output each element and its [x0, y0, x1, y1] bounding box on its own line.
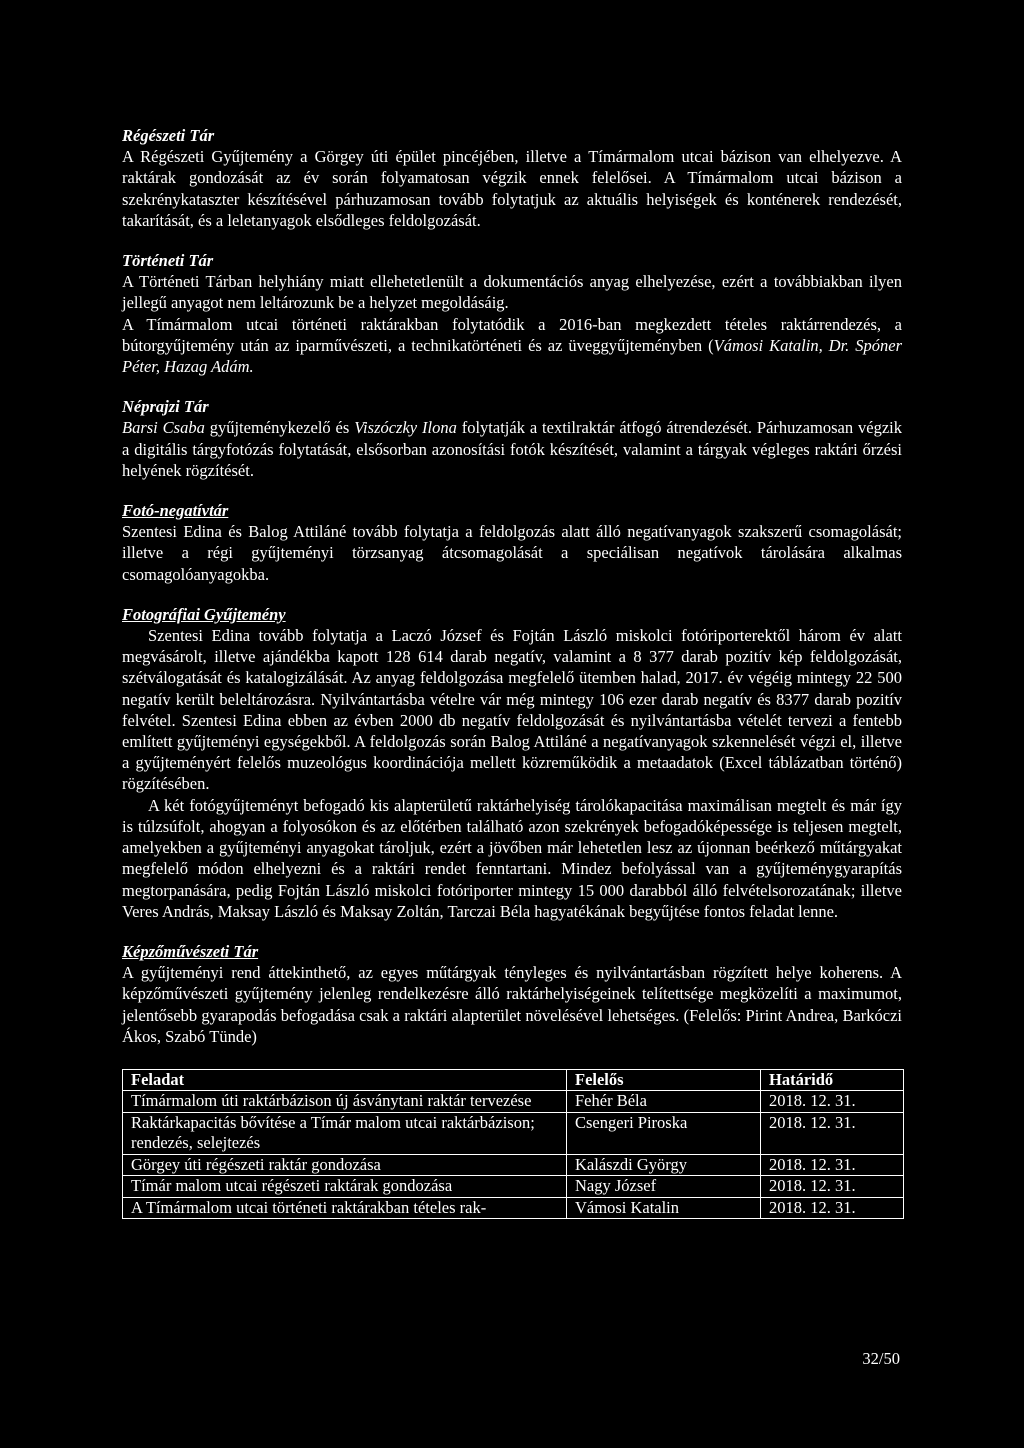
section-neprajzi [122, 396, 902, 481]
column-header: Feladat [123, 1069, 567, 1091]
table-cell: Tímár malom utcai régészeti raktárak gondozása [123, 1176, 567, 1198]
section-torteneti [122, 250, 902, 377]
table-row [123, 1112, 904, 1154]
text-run: A Tímármalom utcai történeti raktárakban folytatódik a 2016-ban megkezdett tételes raktárrendezés, a bútorgyűjtemény után az iparművészeti, a technikatörténeti és az üveggyűjteményben ( [122, 314, 902, 355]
table-cell: 2018. 12. 31. [761, 1197, 904, 1219]
table-cell: 2018. 12. 31. [761, 1091, 904, 1113]
table-row [123, 1154, 904, 1176]
person-name: Barsi Csaba [122, 418, 205, 438]
table-cell: Kalászdi György [567, 1154, 761, 1176]
section-heading: Régészeti Tár [122, 126, 215, 145]
table-cell: Nagy József [567, 1176, 761, 1198]
column-header: Határidő [761, 1069, 904, 1091]
table-cell: Tímármalom úti raktárbázison új ásványtani raktár tervezése [123, 1091, 567, 1113]
table-cell: 2018. 12. 31. [761, 1176, 904, 1198]
section-heading: Néprajzi Tár [122, 397, 209, 417]
section-heading: Képzőművészeti Tár [122, 941, 259, 961]
table-cell: 2018. 12. 31. [761, 1154, 904, 1176]
table-row [123, 1091, 904, 1113]
paragraph: Szentesi Edina és Balog Attiláné tovább folytatja a feldolgozás alatt álló negatívanyagok szakszerű csomagolását; illetve a régi gyűjteményi törzsanyag átcsomagolását a speciálisan negatívok tárolására alkalmas csomagolóanyagokba. [122, 522, 902, 584]
table-cell: Vámosi Katalin [567, 1197, 761, 1219]
section-heading: Történeti Tár [122, 251, 214, 271]
section-regeszeti [122, 125, 902, 231]
person-names: Vámosi Katalin, Dr. Spóner Péter, Hazag Adám. [122, 335, 902, 377]
paragraph [122, 314, 902, 378]
paragraph: A Régészeti Gyűjtemény a Görgey úti épület pincéjében, illetve a Tímármalom utcai bázison van elhelyezve. A raktárak gondozását az év során folyamatosan végzik ennek felelősei. A Tímármalom utcai bázison a szekrénykataszter készítésével párhuzamosan tovább folytatjuk az aktuális helyiségek és konténerek rendezését, takarítását, és a leletanyagok elsődleges feldolgozását. [122, 147, 902, 230]
column-header: Felelős [567, 1069, 761, 1091]
text-run: folytatják a textilraktár átfogó átrendezését. Párhuzamosan végzik a digitális tárgyfotózás folytatását, elsősorban azonosítási fotók készítését, valamint a tárgyak végleges raktári őrzési helyének rögzítését. [122, 418, 902, 480]
table-cell: Csengeri Piroska [567, 1112, 761, 1154]
paragraph: A két fotógyűjteményt befogadó kis alapterületű raktárhelyiség tárolókapacitása maximálisan megtelt és már így is túlzsúfolt, ahogyan a folyosókon és az előtérben található azon szekrények befogadóképessége is teljesen megtelt, amelyekben a gyűjteményi anyagokat tároljuk, ezért a jövőben már lehetetlen lesz az újonnan beérkező műtárgyakat megfelelő módon elhelyezni és a raktári rendet fenntartani. Mindez befolyással van a gyűjteménygyarapítás megtorpanására, pedig Fojtán László miskolci fotóriporter mintegy 15 000 darabból álló felvételsorozatának; illetve Veres András, Maksay László és Maksay Zoltán, Tarczai Béla hagyatékának begyűjtése fontos feladat lenne. [122, 795, 902, 921]
table-cell: 2018. 12. 31. [761, 1112, 904, 1154]
page-number: 32/50 [862, 1349, 900, 1368]
text-run: gyűjteménykezelő és [204, 418, 355, 438]
table-cell: Görgey úti régészeti raktár gondozása [123, 1154, 567, 1176]
paragraph: A gyűjteményi rend áttekinthető, az egyes műtárgyak tényleges és nyilvántartásban rögzített helye koherens. A képzőművészeti gyűjtemény jelenleg rendelkezésre álló raktárhelyiségeinek telítettsége megközelíti a maximumot, jelentősebb gyarapodás befogadása csak a raktári alapterület növelésével lehetséges. (Felelős: Pirint Andrea, Barkóczi Ákos, Szabó Tünde) [122, 963, 902, 1046]
table-cell: A Tímármalom utcai történeti raktárakban tételes rak- [123, 1197, 567, 1219]
paragraph [122, 417, 902, 481]
table-header-row [123, 1069, 904, 1091]
task-table [122, 1069, 904, 1220]
table-row [123, 1197, 904, 1219]
section-kepzomuveszeti [122, 941, 902, 1047]
section-foto-negativtar [122, 500, 902, 585]
section-heading: Fotográfiai Gyűjtemény [122, 604, 286, 624]
table-cell: Raktárkapacitás bővítése a Tímár malom utcai raktárbázison; rendezés, selejtezés [123, 1112, 567, 1154]
paragraph: A Történeti Tárban helyhiány miatt ellehetetlenült a dokumentációs anyag elhelyezése, ezért a továbbiakban ilyen jellegű anyagot nem leltározunk be a helyzet megoldásáig. [122, 272, 902, 313]
section-fotografiai [122, 604, 902, 922]
paragraph: Szentesi Edina tovább folytatja a Laczó József és Fojtán László miskolci fotóriporterektől három év alatt megvásárolt, illetve ajándékba kapott 128 614 darab negatív, valamint a 8 377 darab pozitív kép feldolgozását, szétválogatását és katalogizálását. Az anyag feldolgozása megfelelő ütemben halad, 2017. év végéig mintegy 22 500 negatív került beleltározásra. Nyilvántartásba vételre vár még mintegy 106 ezer darab negatív és 8377 darab pozitív felvétel. Szentesi Edina ebben az évben 2000 db negatív feldolgozását és nyilvántartásba vételét tervezi a fentebb említett gyűjteményi egységekből. A feldolgozás során Balog Attiláné a negatívanyagok szkennelését végzi el, illetve a gyűjteményért felelős muzeológus koordinációja mellett közreműködik a metaadatok (Excel táblázatban történő) rögzítésében. [122, 626, 902, 794]
document-page [122, 125, 902, 1219]
section-heading: Fotó-negatívtár [122, 501, 229, 521]
person-name: Viszóczky Ilona [354, 418, 457, 438]
table-row [123, 1176, 904, 1198]
table-cell: Fehér Béla [567, 1091, 761, 1113]
